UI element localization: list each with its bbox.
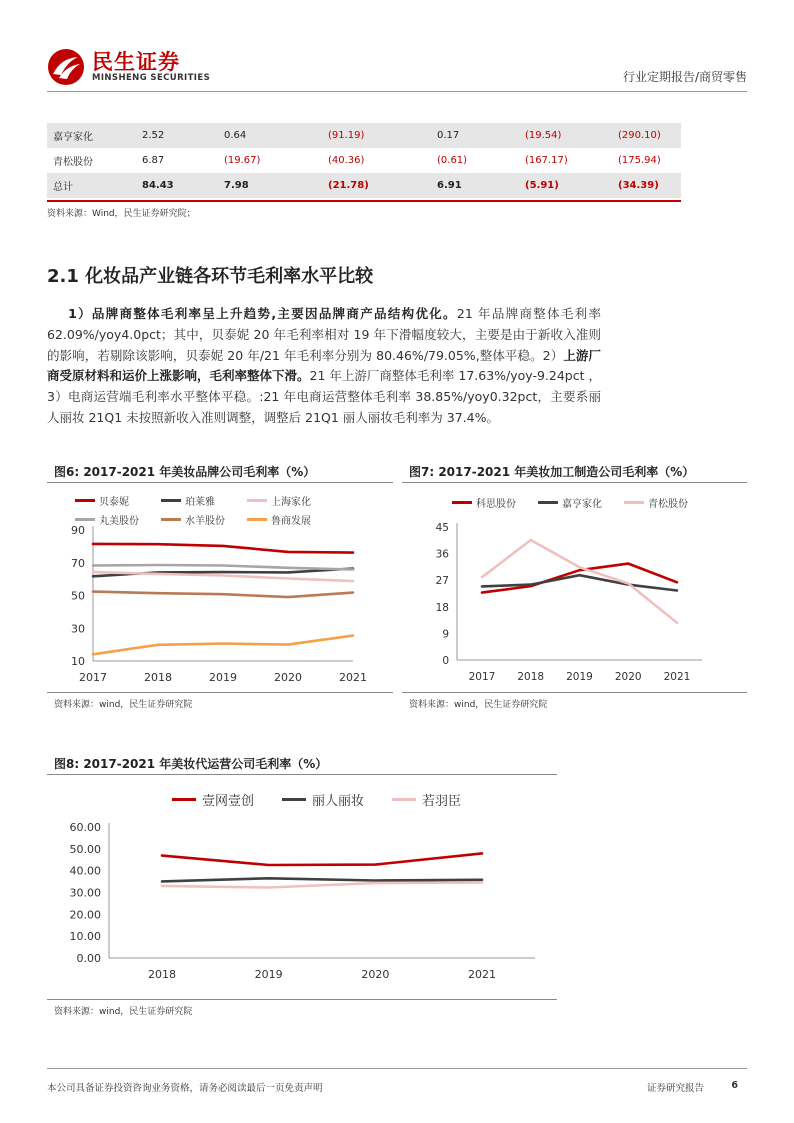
table-cell: (19.67): [224, 155, 261, 166]
legend-item: [75, 493, 139, 508]
minsheng-logo-icon: [47, 48, 85, 86]
fig7-title-rule: [402, 482, 747, 483]
table-cell: 6.91: [437, 173, 525, 198]
series-line: [93, 544, 353, 553]
x-tick-label: 2020: [274, 671, 302, 684]
y-tick-label: 45: [435, 522, 449, 534]
legend-swatch: [624, 501, 644, 504]
legend-item: [392, 790, 461, 809]
fig6-chart: [47, 520, 393, 690]
table-row: [47, 148, 681, 173]
y-tick-label: 60.00: [69, 821, 101, 834]
y-tick-label: 10: [71, 655, 85, 668]
legend-label: 鲁商发展: [271, 516, 311, 527]
fig8-legend: [172, 790, 492, 809]
legend-swatch: [161, 499, 181, 502]
table-cell: (0.61): [437, 155, 468, 166]
y-tick-label: 36: [435, 548, 449, 561]
para-text-1: 21 年品牌商整体毛利率 62.09%/yoy4.0pct；其中，贝泰妮 20 年毛利率相对 19 年下滑幅度较大，主要是由于新收入准则的影响，若剔除该影响，贝泰妮 20 年/21 年毛利率分别为 80.46%/79.05%,整体平稳。2）: [47, 306, 601, 363]
footer-disclaimer: 本公司具备证券投资咨询业务资格，请务必阅读最后一页免责声明: [47, 1083, 323, 1094]
legend-item: [172, 790, 254, 809]
x-tick-label: 2018: [148, 968, 176, 981]
report-category: 行业定期报告/商贸零售: [622, 70, 747, 84]
legend-swatch: [452, 501, 472, 504]
x-tick-label: 2019: [209, 671, 237, 684]
legend-item: [161, 493, 225, 508]
section-paragraph: [47, 304, 601, 429]
y-tick-label: 10.00: [69, 930, 101, 944]
legend-label: 水羊股份: [185, 516, 225, 527]
legend-swatch: [282, 798, 306, 801]
fig8-bottom-rule: [47, 999, 557, 1000]
y-tick-label: 9: [442, 628, 449, 641]
legend-item: [247, 493, 311, 508]
series-line: [162, 878, 482, 881]
x-tick-label: 2021: [339, 671, 367, 684]
legend-item: [282, 790, 364, 809]
legend-label: 贝泰妮: [99, 497, 129, 508]
legend-swatch: [392, 798, 416, 801]
series-line: [93, 592, 353, 598]
para-text-2: 21 年上游厂商整体毛利率 17.63%/yoy-9.24pct ，3）电商运营端毛利率水平整体平稳。:21 年电商运营整体毛利率 38.85%/yoy0.32pct，主要系丽人丽妆 21Q1 未按照新收入准则调整，调整后 21Q1 丽人丽妆毛利率为 37.4%。: [47, 368, 601, 425]
fig6-bottom-rule: [47, 692, 393, 693]
logo-text-en: MINSHENG SECURITIES: [92, 73, 211, 83]
footer-label: 证券研究报告: [646, 1083, 704, 1094]
y-tick-label: 90: [71, 524, 85, 537]
legend-swatch: [247, 499, 267, 502]
series-line: [162, 853, 482, 865]
legend-swatch: [538, 501, 558, 504]
x-tick-label: 2017: [79, 671, 107, 684]
table-bottom-rule: [47, 200, 681, 202]
x-tick-label: 2018: [517, 671, 545, 683]
table-cell: (21.78): [328, 173, 437, 198]
legend-swatch: [75, 499, 95, 502]
y-tick-label: 0.00: [76, 952, 101, 965]
section-title: 2.1 化妆品产业链各环节毛利率水平比较: [47, 266, 374, 287]
legend-item: [624, 495, 688, 510]
fig8-title: 图8: 2017-2021 年美妆代运营公司毛利率（%）: [54, 757, 328, 771]
table-row: [47, 123, 681, 148]
table-cell: 7.98: [224, 173, 328, 198]
y-tick-label: 0: [442, 655, 449, 667]
series-line: [93, 636, 353, 655]
table-source: 资料来源：Wind，民生证券研究院；: [47, 209, 196, 219]
series-line: [93, 565, 353, 570]
y-tick-label: 40.00: [69, 864, 101, 878]
series-line: [93, 572, 353, 581]
x-tick-label: 2019: [566, 671, 593, 683]
fig7-title: 图7: 2017-2021 年美妆加工制造公司毛利率（%）: [409, 465, 695, 479]
fig7-source: 资料来源：wind，民生证券研究院: [409, 700, 548, 710]
page-number: 6: [731, 1080, 738, 1091]
legend-label: 上海家化: [271, 497, 311, 508]
table-cell: 0.17: [437, 123, 525, 148]
legend-item: [452, 495, 516, 510]
header-divider: [47, 91, 747, 92]
table-cell-name: 嘉亨家化: [47, 123, 136, 148]
fig8-title-rule: [47, 774, 557, 775]
table-cell-name: 总计: [47, 173, 136, 198]
table-cell: 2.52: [136, 123, 224, 148]
x-tick-label: 2021: [663, 671, 691, 683]
x-tick-label: 2020: [361, 968, 390, 981]
table-cell: (34.39): [618, 173, 681, 198]
legend-label: 科思股份: [476, 499, 516, 510]
fig6-source: 资料来源：wind，民生证券研究院: [54, 700, 193, 710]
table-cell: (91.19): [328, 123, 437, 148]
table-cell-name: 青松股份: [53, 157, 93, 168]
fig7-chart: [402, 515, 747, 690]
x-tick-label: 2018: [144, 671, 172, 684]
y-tick-label: 18: [435, 601, 449, 614]
logo-text-cn: 民生证券: [92, 50, 180, 74]
series-line: [482, 540, 677, 623]
fig7-legend: [452, 495, 742, 510]
legend-label: 珀莱雅: [185, 497, 215, 508]
footer-divider: [47, 1068, 747, 1069]
y-tick-label: 20.00: [69, 908, 101, 922]
legend-swatch: [172, 798, 196, 801]
para-bold-1: 1）品牌商整体毛利率呈上升趋势,主要因品牌商产品结构优化。: [68, 306, 457, 321]
legend-label: 丽人丽妆: [312, 794, 365, 809]
fig6-title-rule: [47, 482, 393, 483]
legend-label: 嘉亨家化: [562, 499, 602, 510]
y-tick-label: 30.00: [69, 886, 101, 900]
y-tick-label: 50: [71, 589, 85, 603]
table-cell: 84.43: [136, 173, 224, 198]
fig7-bottom-rule: [402, 692, 747, 693]
y-tick-label: 50.00: [69, 842, 101, 856]
y-tick-label: 70: [71, 556, 85, 570]
y-tick-label: 27: [435, 575, 449, 588]
table-cell: (290.10): [618, 123, 681, 148]
table-cell: (5.91): [525, 173, 618, 198]
series-line: [162, 883, 482, 888]
table-row: [47, 173, 681, 198]
table-cell: 6.87: [142, 155, 165, 166]
y-tick-label: 30: [71, 622, 85, 636]
table-cell: 0.64: [224, 123, 328, 148]
data-table: [47, 123, 681, 198]
legend-item: [538, 495, 602, 510]
fig8-chart: [47, 815, 557, 995]
fig6-title: 图6: 2017-2021 年美妆品牌公司毛利率（%）: [54, 465, 316, 479]
x-tick-label: 2017: [468, 671, 496, 683]
table-cell: (19.54): [525, 123, 618, 148]
legend-label: 青松股份: [648, 499, 688, 510]
table-cell: (175.94): [618, 155, 661, 166]
x-tick-label: 2021: [468, 968, 496, 981]
x-tick-label: 2020: [614, 671, 642, 683]
x-tick-label: 2019: [254, 968, 283, 981]
table-cell: (40.36): [328, 155, 365, 166]
legend-label: 若羽臣: [422, 794, 462, 809]
fig8-source: 资料来源：wind，民生证券研究院: [54, 1007, 193, 1017]
legend-label: 壹网壹创: [202, 794, 255, 809]
legend-label: 丸美股份: [99, 516, 139, 527]
para-bold-2: 上游厂商受原材料和运价上涨影响，毛利率整体下滑。: [47, 347, 601, 384]
table-cell: (167.17): [525, 155, 568, 166]
